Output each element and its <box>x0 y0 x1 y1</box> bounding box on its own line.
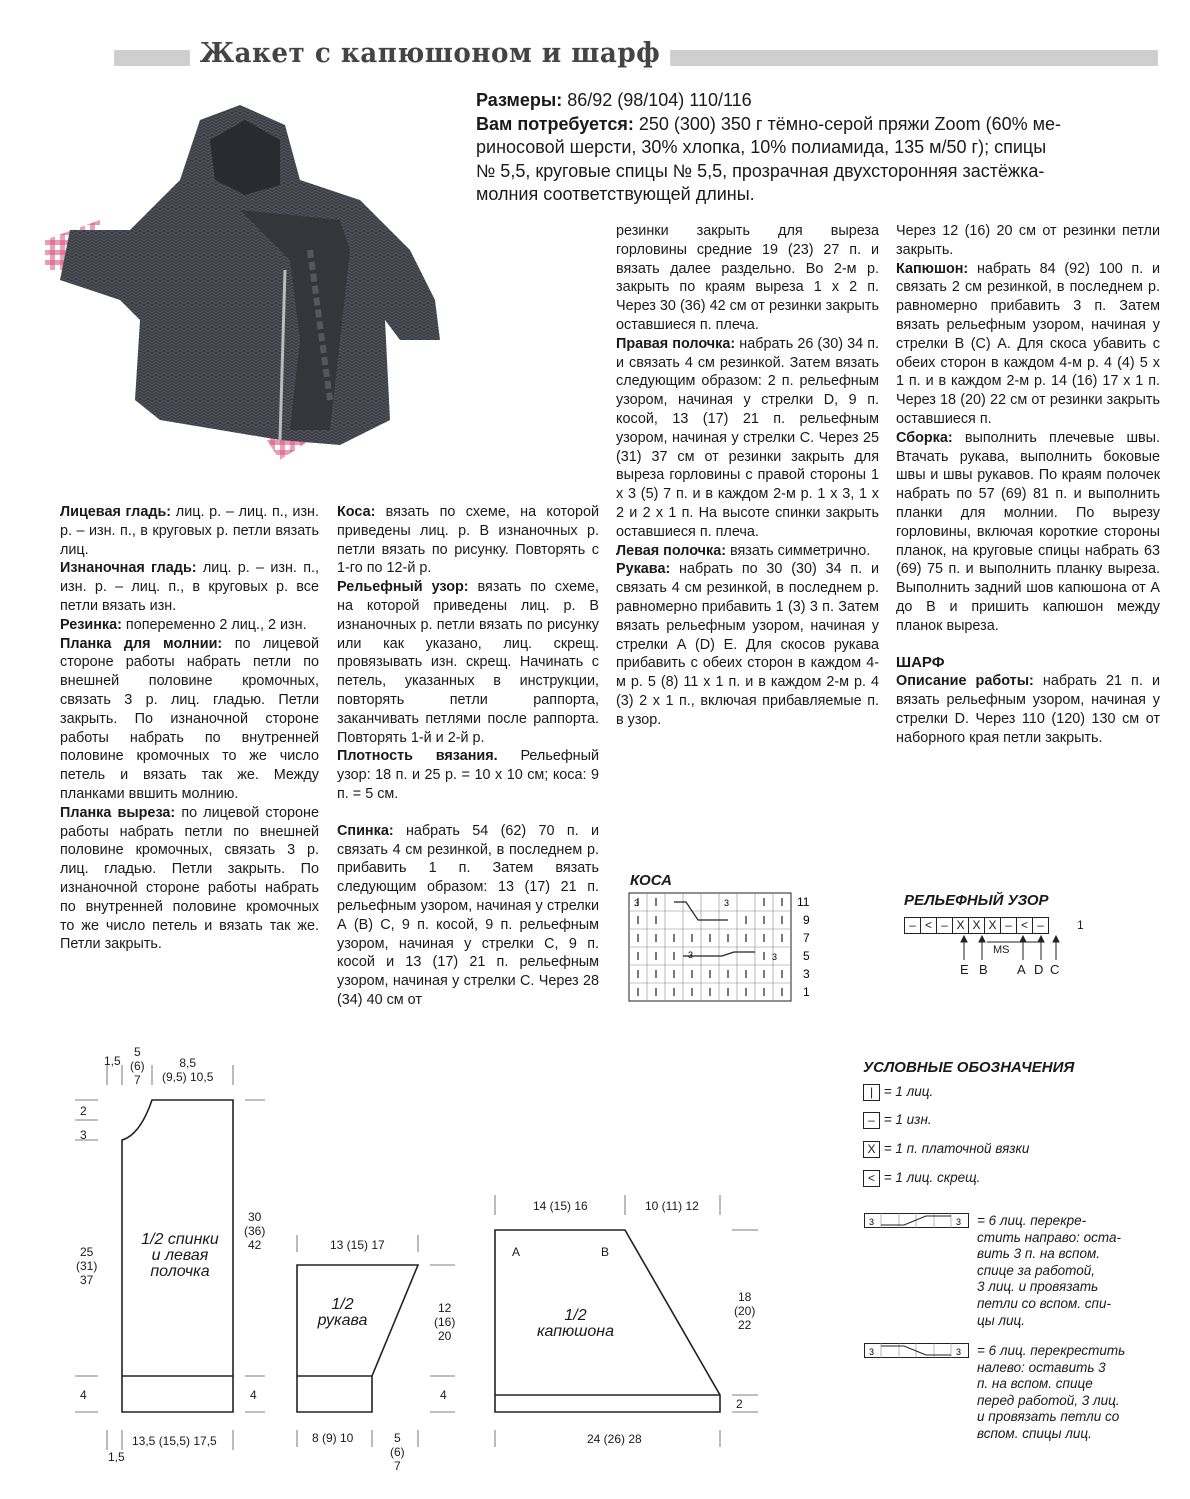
back-label-line: и левая <box>151 1247 209 1264</box>
paragraph <box>896 260 1160 429</box>
relief-arrow-label: D <box>1034 962 1044 977</box>
paragraph-head: Рельефный узор: <box>337 579 469 596</box>
paragraph <box>337 503 599 578</box>
sizes-label: Размеры: <box>476 90 563 110</box>
dim-line: 7 <box>393 1459 401 1473</box>
dim-line: (6) <box>130 1059 145 1073</box>
paragraph-text: набрать 54 (62) 70 п. и связать 4 см резинкой, в последнем р. прибавить 1 п. Затем вязать следующим образом: 13 (17) 21 п. рельефным узором, начиная у стрелки А (В) С, 9 п. косой, 9 п. рельефным узором, начиная у стрелки С, 9 п. косой и 13 (17) 21 п. рельефным узором, начиная у стрелки С. Через 28 (34) 40 см от <box>337 822 599 1008</box>
kosa-cable-num: 3 <box>724 898 730 908</box>
dim: 13,5 (15,5) 17,5 <box>132 1434 217 1448</box>
paragraph-head: Левая полочка: <box>616 542 727 559</box>
hood-point-b: B <box>601 1245 610 1259</box>
legend-line: перед работой, 3 лиц. <box>977 1392 1120 1408</box>
paragraph-head: Изнаночная гладь: <box>60 560 197 577</box>
paragraph-text: набрать по 30 (30) 34 п. и связать 4 см резинкой, в последнем р. равномерно прибавить 1 (3) 3 п. Затем вязать рельефным узором, начиная у стрелки А (D) Е. Для скосов рукава прибавить с обеих сторон в каждом 4-м р. 5 (8) 11 х 1 п. и в каждом 2-м р. 4 (3) 2 х 1 п., включая прибавляемые п. в узор. <box>616 561 879 728</box>
relief-row-num: 1 <box>1077 918 1084 932</box>
dim: 10 (11) 12 <box>645 1199 699 1213</box>
dim-line: 30 <box>247 1210 262 1224</box>
legend-symbol: | <box>863 1084 880 1101</box>
relief-row <box>904 917 1049 934</box>
kosa-chart <box>626 890 826 1005</box>
column-4 <box>896 222 1160 748</box>
paragraph-text: попеременно 2 лиц., 2 изн. <box>121 616 307 633</box>
dim-line: 37 <box>79 1273 94 1287</box>
need-line: 250 (300) 350 г тёмно-серой пряжи Zoom (60% ме- <box>633 113 1061 134</box>
scarf-heading: ШАРФ <box>896 653 945 671</box>
cross-num: 3 <box>956 1347 962 1357</box>
dim: 4 <box>80 1388 87 1402</box>
kosa-cable-num: 3 <box>772 952 778 962</box>
paragraph-text: Через 12 (16) 20 см от резинки петли закрыть. <box>896 223 1160 258</box>
legend-text: = 1 изн. <box>883 1112 932 1128</box>
dim: 4 <box>250 1388 257 1402</box>
dim-line: (16) <box>434 1315 456 1329</box>
legend-line: спице за работой, <box>977 1262 1096 1278</box>
need-line: молния соответствующей длины. <box>476 184 755 204</box>
cross-left-symbol <box>864 1343 970 1359</box>
legend-line: 3 лиц. и провязать <box>977 1279 1099 1295</box>
legend-text: = 1 лиц. <box>883 1084 934 1100</box>
dim-line: (31) <box>76 1259 98 1273</box>
dim-line: 22 <box>737 1318 752 1332</box>
cross-right-symbol <box>864 1213 970 1229</box>
relief-cell: – <box>936 917 952 934</box>
paragraph <box>616 560 879 729</box>
back-label <box>130 1232 230 1280</box>
sleeve-label-line: рукава <box>317 1312 368 1329</box>
kosa-row-num: 3 <box>803 967 810 981</box>
paragraph <box>896 429 1160 636</box>
hood-point-a: A <box>512 1245 521 1259</box>
kosa-row-num: 11 <box>797 895 810 909</box>
back-label-line: 1/2 спинки <box>141 1231 219 1248</box>
paragraph-text: Рельефный узор: 18 п. и 25 р. = 10 х 10 см; коса: 9 п. = 5 см. <box>337 748 600 802</box>
hood-label-line: 1/2 <box>564 1307 587 1324</box>
need-line: риносовой шерсти, 30% хлопка, 10% полиамида, 135 м/50 г); спицы <box>476 137 1047 157</box>
dim <box>130 1045 145 1087</box>
dim-line: 7 <box>133 1073 141 1087</box>
paragraph-text: по лицевой стороне работы набрать петли по внешней половине кромочных, связать 3 р. лиц. гладью. Петли закрыть. По изнаночной стороне работы набрать по внутренней половине кромочных то же число петель и вязать так же. Между планками ввшить молнию. <box>60 635 320 802</box>
cross-num: 3 <box>869 1217 875 1227</box>
paragraph-text: лиц. р. – изн. п., изн. р. – лиц. п., в круговых р. все петли вязать изн. <box>60 560 319 614</box>
dim-line: (36) <box>244 1224 266 1238</box>
dim-line: 5 <box>133 1045 141 1059</box>
relief-cell: < <box>1016 917 1032 934</box>
dim-line: (20) <box>734 1304 756 1318</box>
dim-line: (6) <box>390 1445 405 1459</box>
paragraph-head: Плотность вязания. <box>337 748 498 765</box>
legend-item <box>863 1170 980 1187</box>
dim: 8 (9) 10 <box>312 1431 354 1445</box>
legend-title: УСЛОВНЫЕ ОБОЗНАЧЕНИЯ <box>863 1059 1075 1076</box>
dim <box>244 1210 265 1252</box>
kosa-title: КОСА <box>630 872 672 889</box>
dim-line: (9,5) 10,5 <box>162 1070 214 1084</box>
dim-line: 12 <box>437 1301 452 1315</box>
legend-item <box>863 1141 1029 1158</box>
legend-text: = 1 п. платочной вязки <box>883 1141 1030 1157</box>
relief-cell: X <box>968 917 984 934</box>
dim: 1,5 <box>104 1054 121 1068</box>
dim <box>76 1245 97 1287</box>
kosa-cable-num: 3 <box>634 898 640 908</box>
cross-left-text <box>977 1343 1125 1443</box>
relief-cell: X <box>952 917 968 934</box>
paragraph-text: вязать симметрично. <box>726 542 871 559</box>
paragraph <box>896 222 1160 260</box>
hood-label-line: капюшона <box>537 1323 614 1340</box>
paragraph-head: Сборка: <box>896 429 953 446</box>
paragraph-text: набрать 21 п. и вязать рельефным узором, начиная у стрелки D. Через 110 (120) 130 см от наборного края петли закрыть. <box>896 673 1160 746</box>
paragraph-head: Описание работы: <box>896 673 1034 690</box>
sleeve-label-line: 1/2 <box>331 1296 354 1313</box>
legend-line: и провязать петли со <box>977 1409 1120 1425</box>
paragraph-head: Спинка: <box>337 822 394 839</box>
relief-arrow-label: E <box>960 962 969 977</box>
paragraph-text: набрать 26 (30) 34 п. и связать 4 см резинкой. Затем вязать следующим образом: 2 п. рельефным узором, начиная у стрелки D, 9 п. косой, 13 (17) 21 п. рельефным узором, начиная у стрелки С. Через 25 (31) 37 см от резинки закрыть для выреза горловины с правой стороны 1 х 3 (5) 7 п. и в каждом 2-м р. 1 х 3, 1 х 2 и 2 х 1 п. На высоте спинки закрыть оставшиеся п. плеча. <box>616 335 879 540</box>
paragraph <box>337 578 599 747</box>
legend-line: налево: оставить 3 <box>977 1359 1106 1375</box>
paragraph-head: Планка для молнии: <box>60 635 223 652</box>
pattern-pieces <box>0 1040 860 1480</box>
legend-item <box>863 1084 933 1101</box>
paragraph <box>896 672 1160 747</box>
dim-line: 18 <box>737 1290 752 1304</box>
paragraph <box>337 822 599 1010</box>
legend-line: п. на вспом. спице <box>977 1376 1093 1392</box>
relief-cell: – <box>904 917 920 934</box>
relief-cell: – <box>1000 917 1016 934</box>
legend-item <box>863 1112 932 1129</box>
sleeve-piece <box>297 1265 418 1412</box>
legend-symbol: X <box>863 1141 880 1158</box>
dim-line: 5 <box>393 1431 401 1445</box>
paragraph <box>616 542 879 561</box>
legend-line: = 6 лиц. перекре- <box>977 1213 1087 1228</box>
paragraph-head: Коса: <box>337 504 376 520</box>
paragraph <box>60 804 319 954</box>
cross-right-text <box>977 1213 1121 1329</box>
kosa-row-num: 9 <box>803 913 810 927</box>
relief-arrows <box>955 934 1070 962</box>
kosa-row-num: 1 <box>803 985 810 999</box>
kosa-row-num: 5 <box>803 949 810 963</box>
dim-line: 20 <box>437 1329 452 1343</box>
legend-line: стить направо: оста- <box>977 1229 1121 1245</box>
need-label: Вам потребуется: <box>476 113 634 134</box>
column-3 <box>616 222 879 730</box>
relief-cell: – <box>1032 917 1049 934</box>
paragraph-text: вязать по схеме, на которой приведены лиц. р. В изнаночных р. петли вязать по рисунку или как указано, лиц. скрещ. провязывать изн. скрещ. Начинать с петель, указанных в инструкции, повторять петли раппорта, заканчивать петлями после раппорта. Повторять 1-й и 2-й р. <box>337 579 599 746</box>
dim: 13 (15) 17 <box>330 1238 385 1252</box>
sizes-value: 86/92 (98/104) 110/116 <box>562 90 752 110</box>
legend-line: = 6 лиц. перекрестить <box>977 1343 1126 1358</box>
cross-num: 3 <box>956 1217 962 1227</box>
dim: 1,5 <box>108 1450 125 1464</box>
paragraph <box>60 635 319 804</box>
legend-line: вспом. спицы лиц. <box>977 1425 1092 1441</box>
relief-arrow-label: C <box>1050 962 1060 977</box>
dim <box>734 1290 755 1332</box>
column-1 <box>60 503 319 954</box>
paragraph-head: Капюшон: <box>896 260 969 277</box>
dim: 14 (15) 16 <box>533 1199 588 1213</box>
legend-line: вить 3 п. на вспом. <box>977 1246 1100 1262</box>
paragraph <box>60 503 319 559</box>
legend-line: цы лиц. <box>977 1312 1025 1328</box>
relief-arrow-label: B <box>979 962 988 977</box>
paragraph-text: резинки закрыть для выреза горловины средние 19 (23) 27 п. и вязать далее раздельно. Во 2-м р. закрыть по краям выреза 1 х 2 п. Через 30 (36) 42 см от резинки закрыть оставшиеся п. плеча. <box>616 223 879 333</box>
legend-symbol: < <box>863 1170 880 1187</box>
jacket-photo <box>40 100 460 490</box>
cross-num: 3 <box>869 1347 875 1357</box>
paragraph-head: Лицевая гладь: <box>60 504 172 520</box>
paragraph <box>337 747 599 803</box>
paragraph-head: Рукава: <box>616 561 671 578</box>
dim-line: 25 <box>79 1245 94 1259</box>
dim: 24 (26) 28 <box>587 1432 642 1446</box>
paragraph <box>60 616 319 635</box>
paragraph-text: выполнить плечевые швы. Втачать рукава, выполнить боковые швы и швы рукавов. По краям полочек набрать по 57 (69) 81 п. и выполнить планки для молнии. По вырезу горловины, включая короткие стороны планок, на круговые спицы набрать 63 (69) 75 п. и выполнить планку выреза. Выполнить задний шов капюшона от А до В и пришить капюшон между планок выреза. <box>896 429 1160 634</box>
hood-label <box>528 1308 623 1340</box>
intro-block <box>476 89 1116 207</box>
dim <box>162 1056 213 1084</box>
sleeve-label <box>305 1297 380 1329</box>
page-title: Жакет с капюшоном и шарф <box>190 38 670 69</box>
dim: 4 <box>440 1388 447 1402</box>
relief-cell: X <box>984 917 1000 934</box>
dim: 2 <box>80 1104 87 1118</box>
column-2 <box>337 503 599 1010</box>
paragraph-head: Правая полочка: <box>616 335 736 352</box>
paragraph-text: лиц. р. – лиц. п., изн. р. – изн. п., в круговых р. петли вязать лиц. <box>60 504 320 558</box>
paragraph <box>616 222 879 335</box>
paragraph <box>616 335 879 542</box>
legend-text: = 1 лиц. скрещ. <box>883 1170 981 1186</box>
back-label-line: полочка <box>150 1263 210 1280</box>
relief-arrow-label: A <box>1017 962 1026 977</box>
relief-ms: MS <box>993 944 1010 956</box>
dim <box>390 1431 405 1473</box>
paragraph-text: по лицевой стороне работы набрать петли по внешней половине кромочных, связать 3 р. лиц. гладью. Петли закрыть. По изнаночной стороне работы набрать по внутренней половине кромочных то же число петель и вязать так же. Петли закрыть. <box>60 804 319 953</box>
dim-line: 42 <box>247 1238 262 1252</box>
dim: 3 <box>80 1128 87 1142</box>
paragraph-head: Резинка: <box>60 616 122 633</box>
relief-title: РЕЛЬЕФНЫЙ УЗОР <box>904 892 1049 909</box>
dim: 2 <box>736 1397 743 1411</box>
kosa-row-num: 7 <box>803 931 810 945</box>
legend-symbol: – <box>863 1112 880 1129</box>
paragraph <box>60 559 319 615</box>
paragraph-text: вязать по схеме, на которой приведены лиц. р. В изнаночных р. петли вязать по рисунку. Повторять с 1-го по 12-й р. <box>337 504 599 577</box>
need-line: № 5,5, круговые спицы № 5,5, прозрачная двухсторонняя застёжка- <box>476 160 1045 181</box>
dim <box>434 1301 455 1343</box>
relief-cell: < <box>920 917 936 934</box>
dim-line: 8,5 <box>179 1056 197 1070</box>
kosa-cable-num: 3 <box>688 950 694 960</box>
paragraph-head: Планка выреза: <box>60 804 176 821</box>
legend-line: петли со вспом. спи- <box>977 1295 1111 1311</box>
paragraph-text: набрать 84 (92) 100 п. и связать 2 см резинкой, в последнем р. равномерно прибавить 3 п. Затем вязать рельефным узором, начиная у стрелки В (С) А. Для скоса убавить с обеих сторон в каждом 4-м р. 4 (4) 5 х 1 п. и в каждом 2-м р. 14 (16) 17 х 1 п. Через 18 (20) 22 см от резинки закрыть оставшиеся п. <box>896 260 1160 427</box>
